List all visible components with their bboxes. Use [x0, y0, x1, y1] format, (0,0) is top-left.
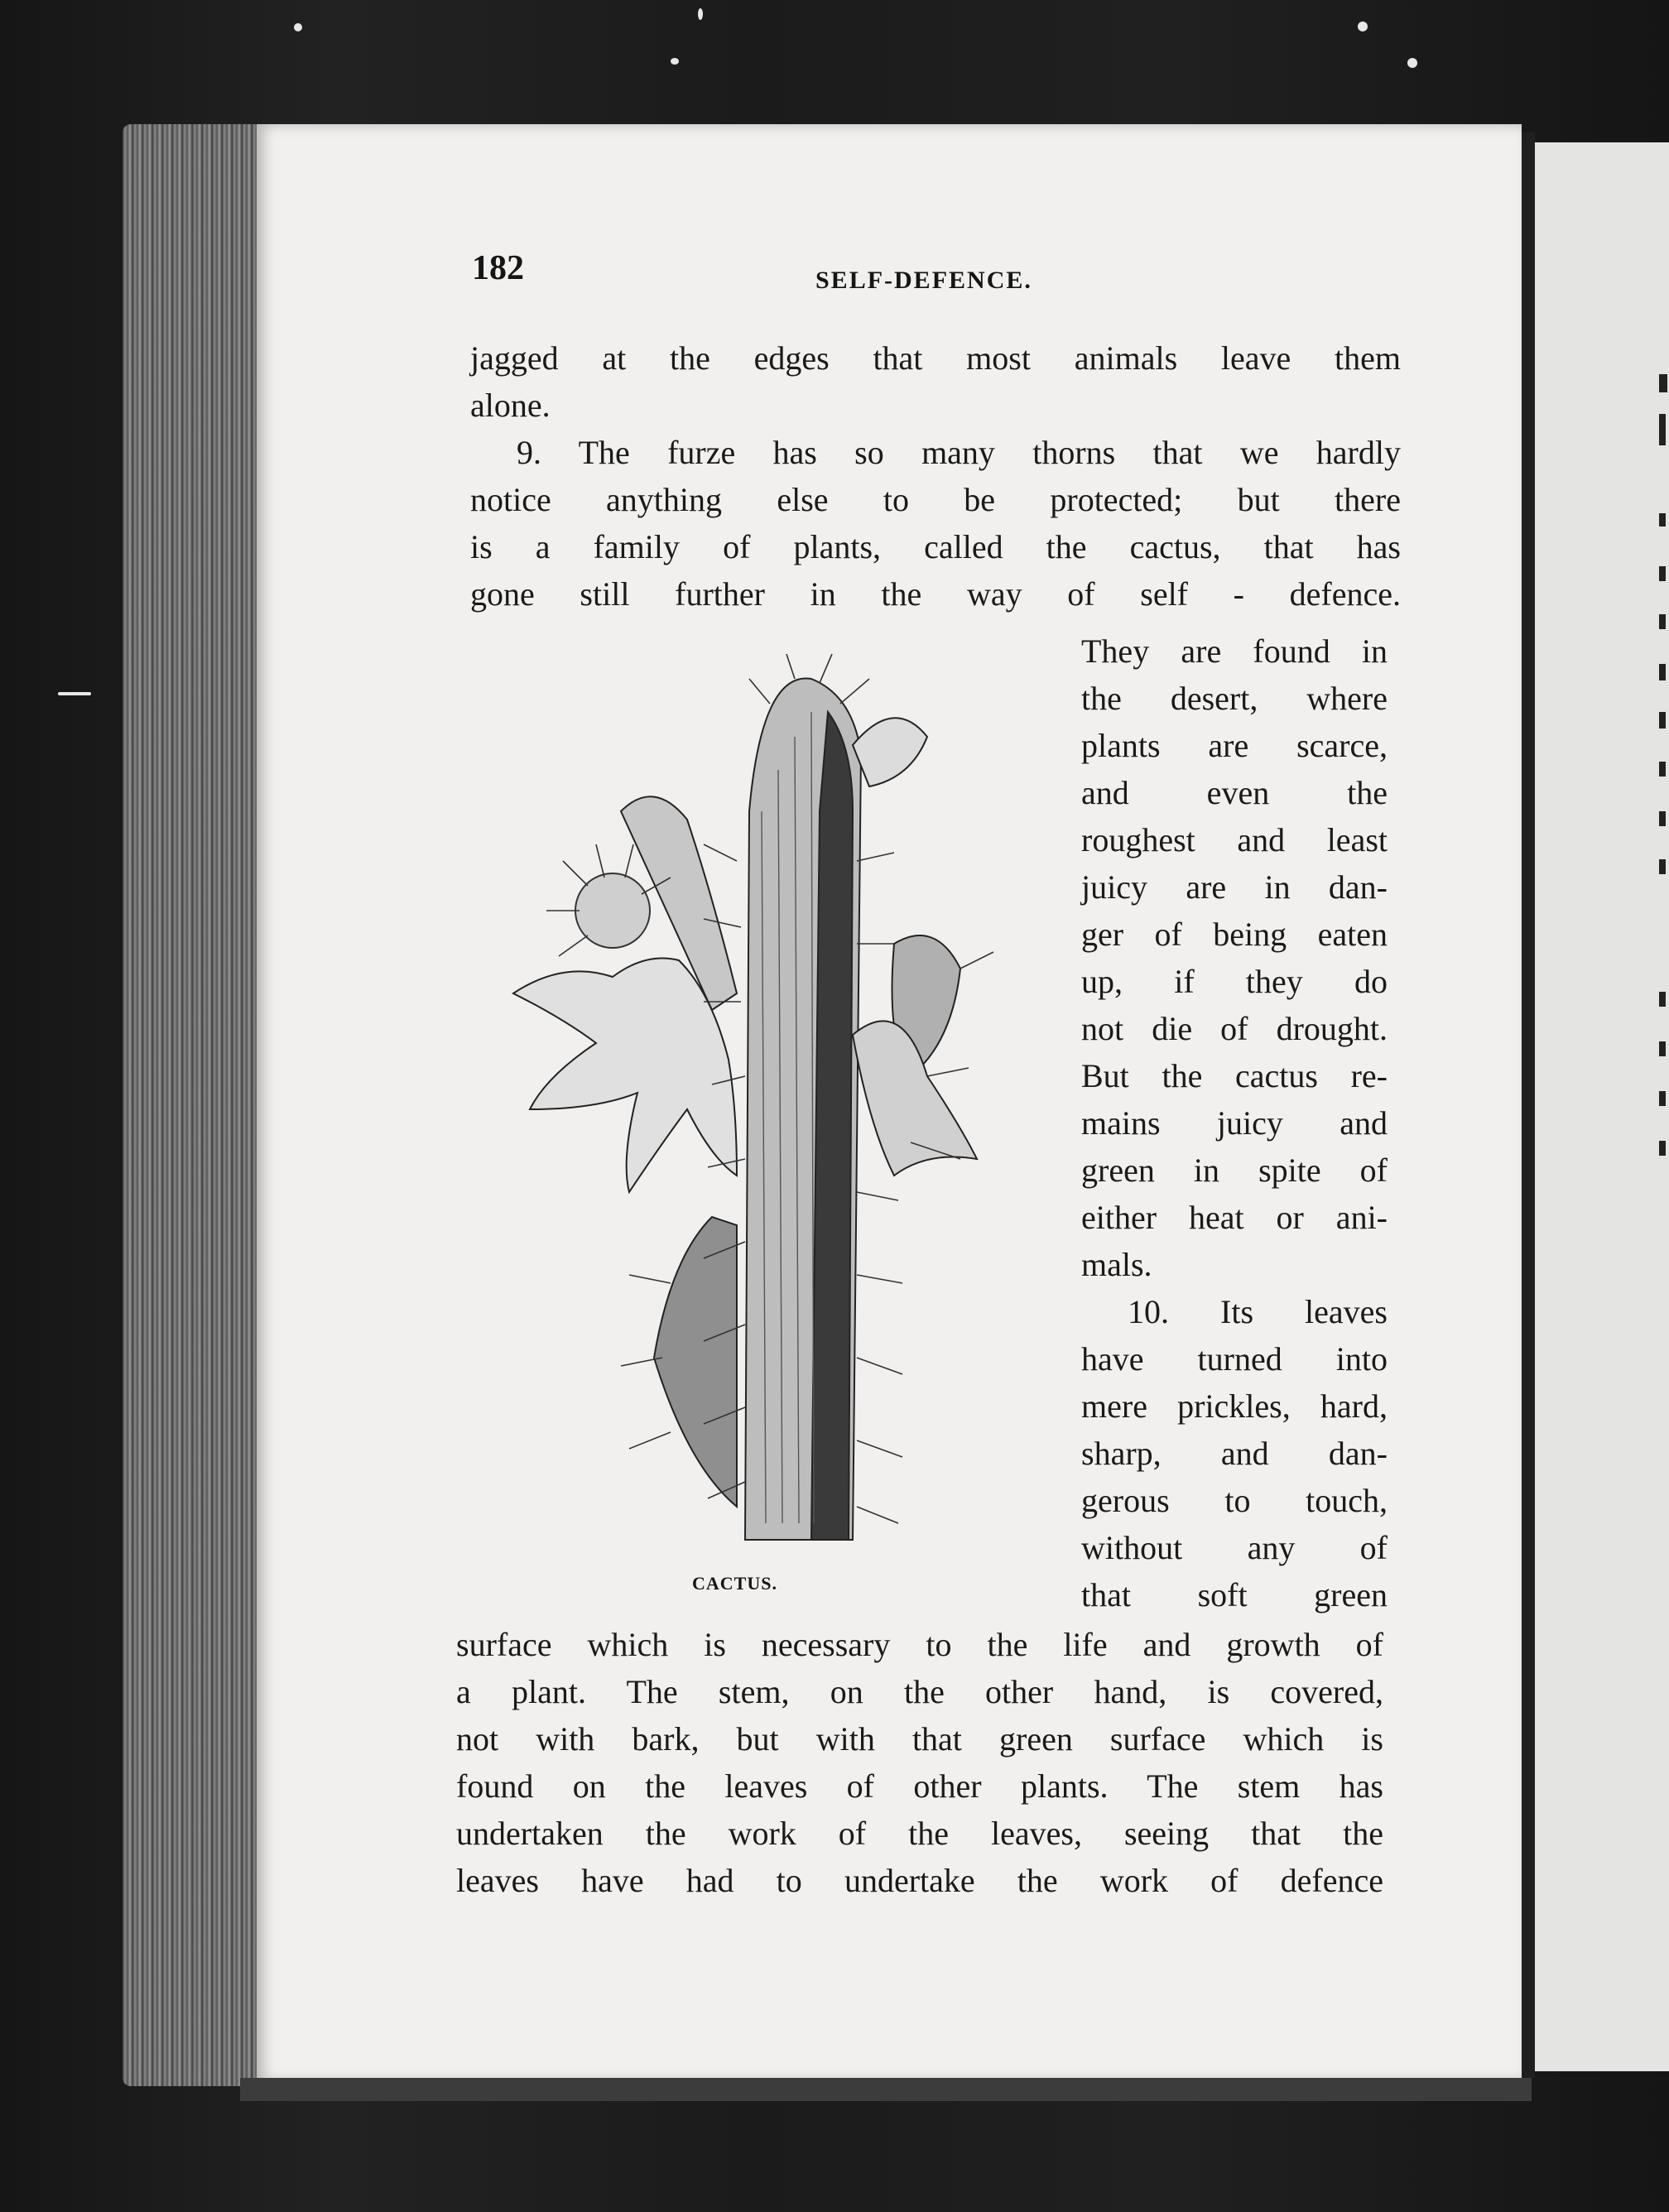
- facing-page-glyph: [1659, 513, 1666, 527]
- text-line: either heat or ani-: [1081, 1199, 1388, 1236]
- dust-speck: [58, 692, 91, 695]
- text-line: without any of: [1081, 1529, 1388, 1566]
- facing-page-glyph: [1659, 811, 1666, 826]
- text-line: found on the leaves of other plants. The stem has: [456, 1767, 1383, 1805]
- paragraph-10-start: 10. Its leaves: [1128, 1293, 1388, 1330]
- paragraph-side: [1081, 628, 1388, 1618]
- text-line: is a family of plants, called the cactus, that has: [470, 528, 1401, 565]
- facing-page-glyph: [1659, 374, 1667, 392]
- book-gutter: [1522, 132, 1535, 2078]
- text-line: leaves have had to undertake the work of defence: [456, 1862, 1383, 1899]
- text-line: green in spite of: [1081, 1152, 1388, 1189]
- figure-caption: CACTUS.: [692, 1573, 777, 1594]
- page-bottom-shadow: [240, 2078, 1532, 2101]
- page-header: [472, 248, 1407, 306]
- facing-page-glyph: [1659, 614, 1666, 629]
- text-line: mere prickles, hard,: [1081, 1387, 1388, 1425]
- dust-speck: [1358, 22, 1368, 31]
- text-line: surface which is necessary to the life and growth of: [456, 1626, 1383, 1663]
- text-line: alone.: [470, 387, 551, 424]
- text-line: But the cactus re-: [1081, 1057, 1388, 1094]
- text-line: mals.: [1081, 1246, 1152, 1283]
- text-line: not with bark, but with that green surface which is: [456, 1720, 1383, 1758]
- facing-page-glyph: [1659, 1041, 1666, 1056]
- text-line: the desert, where: [1081, 680, 1388, 717]
- facing-page-glyph: [1659, 762, 1666, 777]
- text-line: not die of drought.: [1081, 1010, 1388, 1047]
- facing-page-glyph: [1659, 1141, 1666, 1156]
- text-line: mains juicy and: [1081, 1104, 1388, 1142]
- text-line: plants are scarce,: [1081, 727, 1388, 764]
- facing-page-glyph: [1659, 664, 1666, 680]
- text-line: have turned into: [1081, 1340, 1388, 1378]
- text-line: They are found in: [1081, 632, 1388, 670]
- paragraph-9-start: 9. The furze has so many thorns that we hardly: [517, 434, 1401, 471]
- text-line: gone still further in the way of self - defence.: [470, 575, 1401, 613]
- cactus-right-flower: [853, 1021, 977, 1176]
- text-line: gerous to touch,: [1081, 1482, 1388, 1519]
- dust-speck: [671, 58, 679, 65]
- text-line: sharp, and dan-: [1081, 1435, 1388, 1472]
- cactus-lower-left-branch: [654, 1217, 737, 1507]
- facing-page-glyph: [1659, 414, 1666, 445]
- dust-speck: [698, 8, 703, 20]
- page-number: 182: [472, 249, 524, 287]
- cactus-left-flower: [513, 959, 737, 1193]
- paragraph-top: [470, 334, 1401, 618]
- text-line: that soft green: [1081, 1576, 1388, 1613]
- facing-page-glyph: [1659, 1091, 1666, 1106]
- text-line: jagged at the edges that most animals leave them: [470, 339, 1401, 377]
- dust-speck: [1407, 58, 1417, 68]
- text-line: ger of being eaten: [1081, 916, 1388, 953]
- text-line: notice anything else to be protected; but there: [470, 481, 1401, 518]
- paragraph-bottom: [456, 1621, 1383, 1904]
- text-line: and even the: [1081, 774, 1388, 811]
- text-line: juicy are in dan-: [1081, 868, 1388, 906]
- text-line: a plant. The stem, on the other hand, is covered,: [456, 1673, 1383, 1710]
- facing-page-glyph: [1659, 712, 1666, 729]
- dust-speck: [294, 23, 302, 31]
- cactus-illustration: [464, 646, 1060, 1556]
- cactus-top-right-flower: [853, 718, 927, 786]
- facing-page-glyph: [1659, 992, 1666, 1007]
- facing-page-glyph: [1659, 859, 1666, 874]
- text-line: undertaken the work of the leaves, seeing that the: [456, 1815, 1383, 1852]
- facing-page-glyph: [1659, 566, 1666, 581]
- facing-page-edge: [1535, 142, 1669, 2071]
- book-page-edges: [123, 124, 263, 2086]
- running-head: SELF-DEFENCE.: [815, 267, 1032, 294]
- text-line: roughest and least: [1081, 821, 1388, 858]
- text-line: up, if they do: [1081, 963, 1388, 1000]
